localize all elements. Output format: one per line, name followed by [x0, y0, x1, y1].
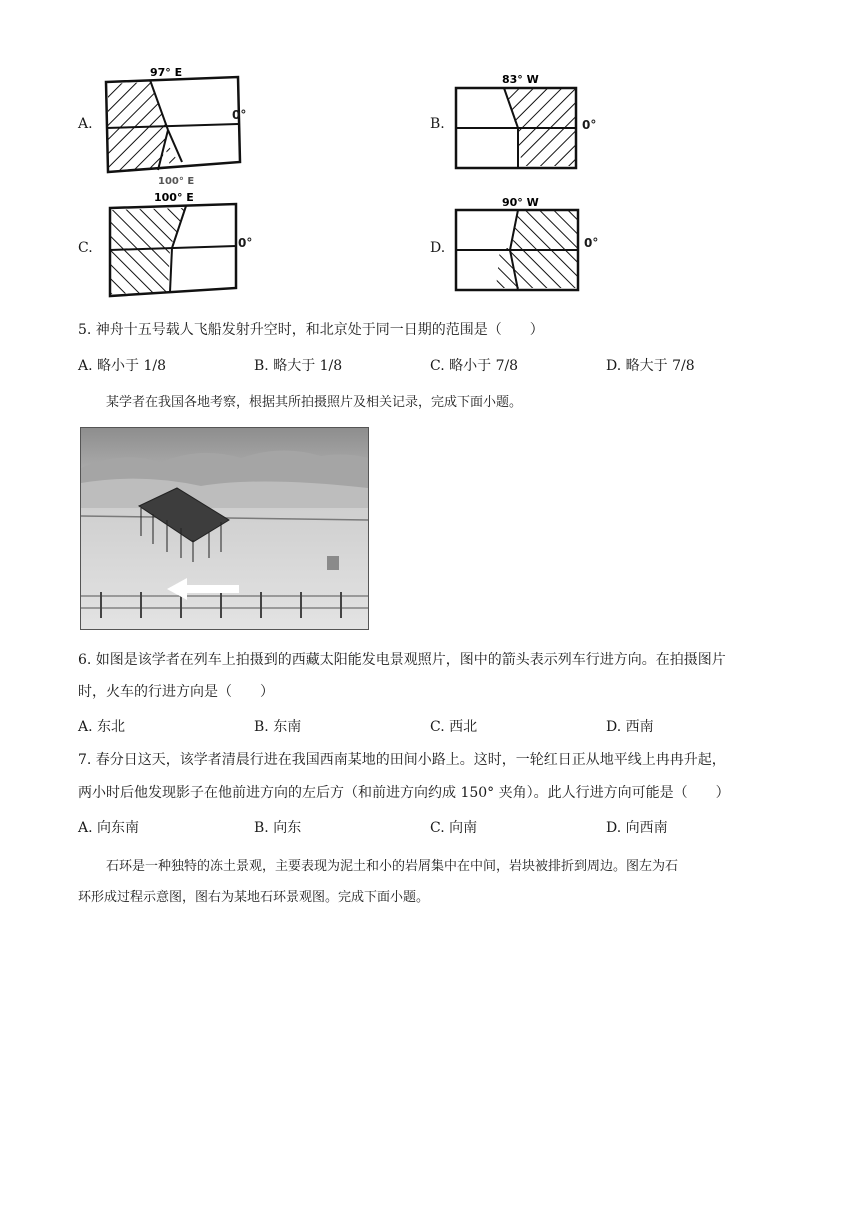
question-6-line1: 6. 如图是该学者在列车上拍摄到的西藏太阳能发电景观照片，图中的箭头表示列车行进方向。在拍摄图片 [78, 652, 726, 668]
option-d-letter: D. [430, 240, 446, 256]
option-b-equator-label: 0° [582, 118, 597, 132]
option-c-top-label: 100° E [154, 191, 194, 204]
option-c-letter: C. [78, 240, 93, 256]
option-b-diagram [452, 70, 582, 172]
q5-choice-b[interactable]: B. 略大于 1/8 [254, 358, 343, 374]
q7-choice-b[interactable]: B. 向东 [254, 820, 302, 836]
option-a-top-label: 97° E [150, 66, 183, 79]
question-7-line1: 7. 春分日这天，该学者清晨行进在我国西南某地的田间小路上。这时，一轮红日正从地平线上冉冉升起， [78, 752, 726, 768]
q7-choice-c[interactable]: C. 向南 [430, 820, 478, 836]
question-5-text: 5. 神舟十五号载人飞船发射升空时，和北京处于同一日期的范围是（ ） [78, 322, 544, 338]
option-b-top-label: 83° W [502, 73, 539, 86]
solar-station-photo [80, 427, 369, 630]
q5-choice-a[interactable]: A. 略小于 1/8 [78, 358, 166, 374]
q6-choice-b[interactable]: B. 东南 [254, 719, 302, 735]
option-c-diagram [104, 188, 244, 300]
option-c-equator-label: 0° [238, 236, 253, 250]
question-6-line2: 时，火车的行进方向是（ ） [78, 684, 274, 700]
option-d-equator-label: 0° [584, 236, 599, 250]
intro-paragraph-2-line1: 石环是一种独特的冻土景观，主要表现为泥土和小的岩屑集中在中间，岩块被排折到周边。图左为石 [106, 859, 679, 874]
option-d-top-label: 90° W [502, 196, 539, 209]
question-7-line2: 两小时后他发现影子在他前进方向的左后方（和前进方向约成 150° 夹角）。此人行进方向可能是（ ） [78, 785, 730, 801]
q7-choice-a[interactable]: A. 向东南 [78, 820, 140, 836]
intro-paragraph-1: 某学者在我国各地考察，根据其所拍摄照片及相关记录，完成下面小题。 [106, 395, 523, 410]
intro-paragraph-2-line2: 环形成过程示意图，图右为某地石环景观图。完成下面小题。 [78, 890, 430, 905]
q6-choice-c[interactable]: C. 西北 [430, 719, 478, 735]
q6-choice-a[interactable]: A. 东北 [78, 719, 126, 735]
option-a-letter: A. [78, 116, 93, 132]
option-b-letter: B. [430, 116, 445, 132]
q7-choice-d[interactable]: D. 向西南 [606, 820, 668, 836]
q5-choice-d[interactable]: D. 略大于 7/8 [606, 358, 695, 374]
option-a-bottom-label: 100° E [158, 176, 195, 187]
q5-choice-c[interactable]: C. 略小于 7/8 [430, 358, 519, 374]
option-d-diagram [452, 194, 584, 296]
q6-choice-d[interactable]: D. 西南 [606, 719, 654, 735]
option-a-equator-label: 0° [232, 108, 247, 122]
